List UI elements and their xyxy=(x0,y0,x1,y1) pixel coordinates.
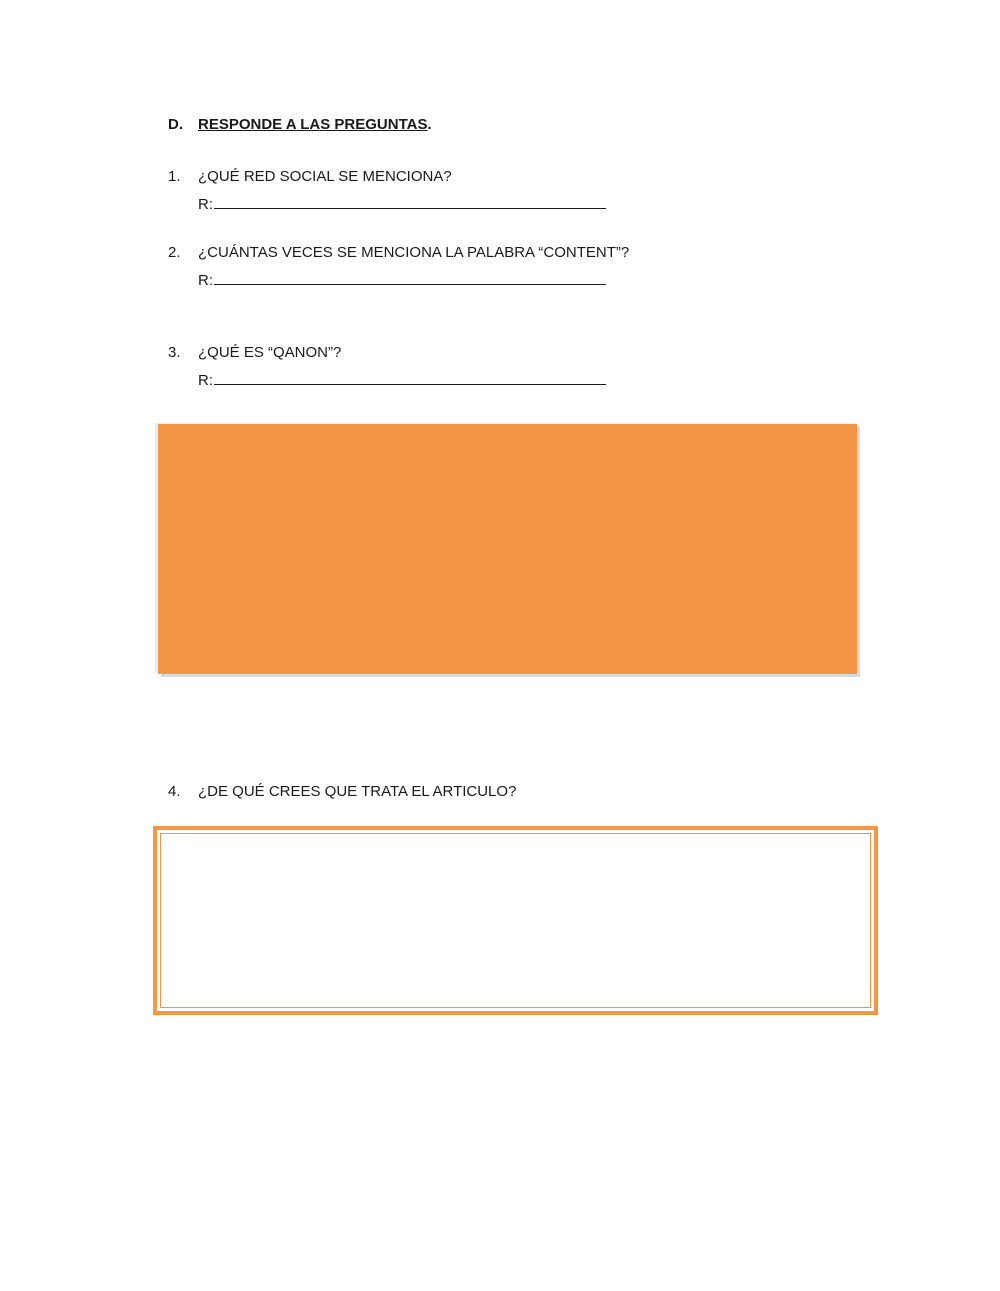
answer-blank-line[interactable] xyxy=(214,370,606,385)
question-4 xyxy=(168,783,516,800)
question-1 xyxy=(168,168,452,185)
question-text: ¿CUÁNTAS VECES SE MENCIONA LA PALABRA “CONTENT”? xyxy=(198,244,630,261)
section-heading xyxy=(168,116,432,133)
answer-prefix: R: xyxy=(198,196,213,213)
question-number: 1. xyxy=(168,168,181,185)
question-3 xyxy=(168,344,341,361)
section-title-period: . xyxy=(427,116,432,133)
answer-text-area-4[interactable] xyxy=(153,826,878,1015)
section-title: RESPONDE A LAS PREGUNTAS xyxy=(198,116,428,133)
section-letter: D. xyxy=(168,116,183,133)
answer-field-1[interactable] xyxy=(198,194,606,213)
question-number: 3. xyxy=(168,344,181,361)
orange-content-box xyxy=(158,424,857,674)
question-text: ¿QUÉ RED SOCIAL SE MENCIONA? xyxy=(198,168,452,185)
answer-prefix: R: xyxy=(198,272,213,289)
question-number: 4. xyxy=(168,783,181,800)
answer-field-3[interactable] xyxy=(198,370,606,389)
answer-field-2[interactable] xyxy=(198,270,606,289)
question-2 xyxy=(168,244,629,261)
answer-blank-line[interactable] xyxy=(214,194,606,209)
question-number: 2. xyxy=(168,244,181,261)
answer-frame-inner-border xyxy=(160,833,871,1008)
question-text: ¿DE QUÉ CREES QUE TRATA EL ARTICULO? xyxy=(198,783,517,800)
question-text: ¿QUÉ ES “QANON”? xyxy=(198,344,342,361)
answer-blank-line[interactable] xyxy=(214,270,606,285)
answer-prefix: R: xyxy=(198,372,213,389)
